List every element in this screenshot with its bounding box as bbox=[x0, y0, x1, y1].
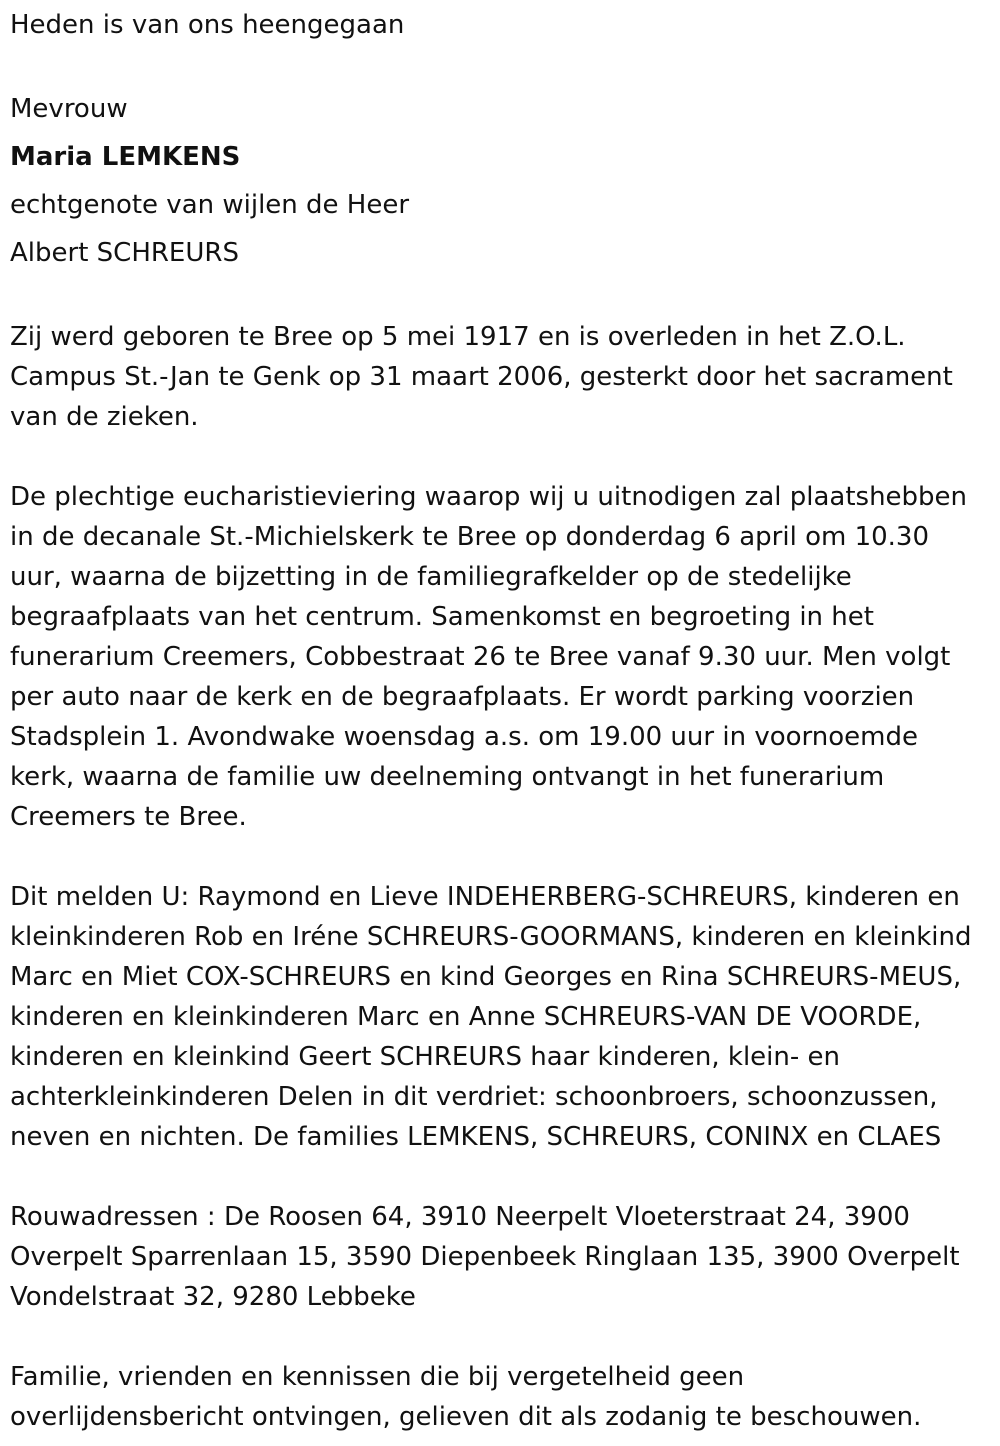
paragraph-line: begraafplaats van het centrum. Samenkomst en begroeting in het bbox=[10, 602, 874, 632]
paragraph-line: uur, waarna de bijzetting in de familiegrafkelder op de stedelijke bbox=[10, 562, 852, 592]
paragraph-line: kinderen en kleinkind Geert SCHREURS haar kinderen, klein- en bbox=[10, 1042, 840, 1072]
paragraph-line: Creemers te Bree. bbox=[10, 802, 247, 832]
addresses-paragraph bbox=[10, 1197, 995, 1317]
ceremony-paragraph bbox=[10, 477, 995, 837]
paragraph-line: kerk, waarna de familie uw deelneming ontvangt in het funerarium bbox=[10, 762, 885, 792]
birth-death-paragraph bbox=[10, 317, 995, 437]
paragraph-line: Dit melden U: Raymond en Lieve INDEHERBERG-SCHREURS, kinderen en bbox=[10, 882, 960, 912]
spacer bbox=[10, 277, 995, 317]
paragraph-line: funerarium Creemers, Cobbestraat 26 te Bree vanaf 9.30 uur. Men volgt bbox=[10, 642, 951, 672]
paragraph-line: overlijdensbericht ontvingen, gelieven dit als zodanig te beschouwen. bbox=[10, 1402, 922, 1432]
paragraph-line: Zij werd geboren te Bree op 5 mei 1917 en is overleden in het Z.O.L. bbox=[10, 322, 906, 352]
obituary-notice bbox=[10, 0, 995, 1437]
paragraph-line: in de decanale St.-Michielskerk te Bree op donderdag 6 april om 10.30 bbox=[10, 522, 930, 552]
closing-paragraph bbox=[10, 1357, 995, 1437]
deceased-name: Maria LEMKENS bbox=[10, 142, 241, 172]
honorific: Mevrouw bbox=[10, 94, 128, 124]
spacer bbox=[10, 1317, 995, 1357]
spacer bbox=[10, 837, 995, 877]
spacer bbox=[10, 45, 995, 85]
paragraph-line: De plechtige eucharistieviering waarop wij u uitnodigen zal plaatshebben bbox=[10, 482, 968, 512]
paragraph-line: neven en nichten. De families LEMKENS, SCHREURS, CONINX en CLAES bbox=[10, 1122, 942, 1152]
paragraph-line: kleinkinderen Rob en Iréne SCHREURS-GOORMANS, kinderen en kleinkind bbox=[10, 922, 972, 952]
spacer bbox=[10, 437, 995, 477]
paragraph-line: Overpelt Sparrenlaan 15, 3590 Diepenbeek Ringlaan 135, 3900 Overpelt bbox=[10, 1242, 960, 1272]
paragraph-line: van de zieken. bbox=[10, 402, 199, 432]
family-paragraph bbox=[10, 877, 995, 1157]
paragraph-line: Familie, vrienden en kennissen die bij vergetelheid geen bbox=[10, 1362, 745, 1392]
paragraph-line: per auto naar de kerk en de begraafplaats. Er wordt parking voorzien bbox=[10, 682, 915, 712]
paragraph-line: Rouwadressen : De Roosen 64, 3910 Neerpelt Vloeterstraat 24, 3900 bbox=[10, 1202, 910, 1232]
spacer bbox=[10, 1157, 995, 1197]
spouse-line-2: Albert SCHREURS bbox=[10, 238, 239, 268]
paragraph-line: Marc en Miet COX-SCHREURS en kind Georges en Rina SCHREURS-MEUS, bbox=[10, 962, 962, 992]
spouse-line-1: echtgenote van wijlen de Heer bbox=[10, 190, 410, 220]
paragraph-line: achterkleinkinderen Delen in dit verdriet: schoonbroers, schoonzussen, bbox=[10, 1082, 938, 1112]
paragraph-line: kinderen en kleinkinderen Marc en Anne SCHREURS-VAN DE VOORDE, bbox=[10, 1002, 922, 1032]
paragraph-line: Stadsplein 1. Avondwake woensdag a.s. om 19.00 uur in voornoemde bbox=[10, 722, 918, 752]
paragraph-line: Campus St.-Jan te Genk op 31 maart 2006, gesterkt door het sacrament bbox=[10, 362, 953, 392]
intro-text: Heden is van ons heengegaan bbox=[10, 10, 405, 40]
paragraph-line: Vondelstraat 32, 9280 Lebbeke bbox=[10, 1282, 416, 1312]
